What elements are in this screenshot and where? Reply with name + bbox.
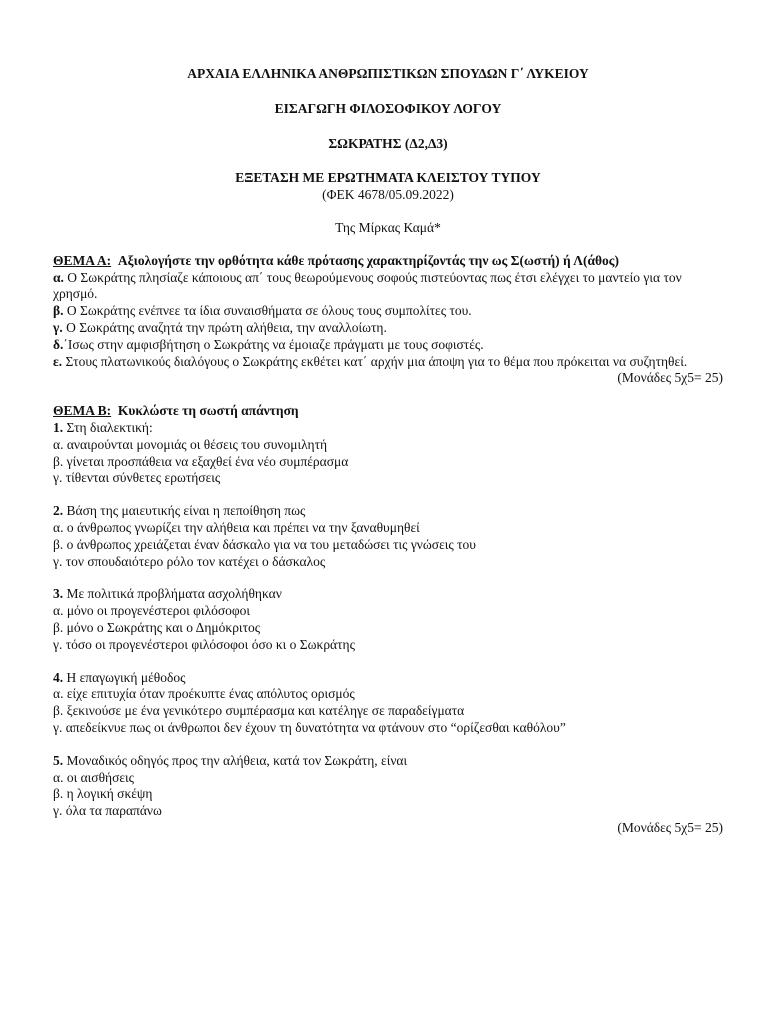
question-number: 1.: [53, 419, 64, 435]
question-number: 5.: [53, 752, 64, 768]
thema-a-heading: [53, 253, 723, 270]
question-text: Μοναδικός οδηγός προς την αλήθεια, κατά τον Σωκράτη, είναι: [63, 752, 408, 768]
answer-option[interactable]: α. μόνο οι προγενέστεροι φιλόσοφοι: [53, 603, 251, 619]
answer-option[interactable]: β. ξεκινούσε με ένα γενικότερο συμπέρασμα και κατέληγε σε παραδείγματα: [53, 703, 465, 719]
item-text: Ο Σωκράτης ενέπνεε τα ίδια συναισθήματα σε όλους τους συμπολίτες του.: [63, 303, 472, 319]
document-content: [53, 66, 723, 837]
thema-b-label: ΘΕΜΑ Β:: [53, 403, 112, 419]
answer-option[interactable]: α. οι αισθήσεις: [53, 769, 135, 785]
item-letter: γ.: [53, 319, 63, 335]
thema-a-item: [53, 354, 723, 371]
answer-option[interactable]: γ. τον σπουδαιότερο ρόλο τον κατέχει ο δάσκαλος: [53, 553, 326, 569]
question-block: [53, 670, 723, 737]
exam-unit-title: ΣΩΚΡΑΤΗΣ (Δ2,Δ3): [328, 135, 448, 151]
question-block: [53, 586, 723, 653]
question-text: Στη διαλεκτική:: [63, 419, 153, 435]
question-block: [53, 420, 723, 487]
item-text: Ο Σωκράτης πλησίαζε κάποιους απ΄ τους θεωρούμενους σοφούς πιστεύοντας πως έτσι ελέγχει το μαντείο για τον χρησμό.: [53, 269, 682, 302]
item-letter: β.: [53, 303, 64, 319]
question-number: 4.: [53, 669, 64, 685]
item-letter: δ.: [53, 336, 64, 352]
answer-option[interactable]: γ. τόσο οι προγενέστεροι φιλόσοφοι όσο κι ο Σωκράτης: [53, 636, 355, 652]
exam-gazette-reference: (ΦΕΚ 4678/05.09.2022): [322, 187, 454, 203]
item-text: Στους πλατωνικούς διαλόγους ο Σωκράτης εκθέτει κατ΄ αρχήν μια άποψη για το θέμα που πρόκειται να συζητηθεί.: [62, 353, 688, 369]
exam-author: Της Μίρκας Καμά*: [335, 219, 441, 235]
answer-option[interactable]: β. η λογική σκέψη: [53, 786, 153, 802]
answer-option[interactable]: α. είχε επιτυχία όταν προέκυπτε ένας απόλυτος ορισμός: [53, 686, 355, 702]
question-text: Η επαγωγική μέθοδος: [63, 669, 186, 685]
item-letter: ε.: [53, 353, 63, 369]
thema-a-item: [53, 270, 723, 304]
thema-a-instruction: Αξιολογήστε την ορθότητα κάθε πρότασης χαρακτηρίζοντάς την ως Σ(ωστή) ή Λ(άθος): [117, 252, 619, 268]
question-stem: [53, 586, 723, 603]
thema-a-label: ΘΕΜΑ Α:: [53, 252, 112, 268]
question-text: Βάση της μαιευτικής είναι η πεποίθηση πως: [63, 503, 306, 519]
question-stem: [53, 753, 723, 770]
thema-a-item: [53, 320, 723, 337]
answer-option[interactable]: β. ο άνθρωπος χρειάζεται έναν δάσκαλο για να του μεταδώσει τις γνώσεις του: [53, 536, 476, 552]
item-text: ΄Ισως στην αμφισβήτηση ο Σωκράτης να έμοιαζε πράγματι με τους σοφιστές.: [63, 336, 484, 352]
answer-option[interactable]: γ. όλα τα παραπάνω: [53, 803, 162, 819]
item-text: Ο Σωκράτης αναζητά την πρώτη αλήθεια, την αναλλοίωτη.: [62, 319, 387, 335]
answer-option[interactable]: β. μόνο ο Σωκράτης και ο Δημόκριτος: [53, 619, 261, 635]
exam-course-title: ΕΙΣΑΓΩΓΗ ΦΙΛΟΣΟΦΙΚΟΥ ΛΟΓΟΥ: [274, 100, 502, 116]
question-text: Με πολιτικά προβλήματα ασχολήθηκαν: [63, 586, 282, 602]
question-stem: [53, 503, 723, 520]
answer-option[interactable]: γ. απεδείκνυε πως οι άνθρωποι δεν έχουν τη δυνατότητα να φτάνουν στο “ορίζεσθαι καθόλου”: [53, 719, 566, 735]
thema-b-heading: [53, 403, 723, 420]
thema-b-instruction: Κυκλώστε τη σωστή απάντηση: [117, 403, 299, 419]
question-block: [53, 753, 723, 820]
thema-a-item: [53, 303, 723, 320]
question-number: 3.: [53, 586, 64, 602]
thema-a-score: (Μονάδες 5χ5= 25): [617, 370, 723, 386]
question-number: 2.: [53, 503, 64, 519]
item-letter: α.: [53, 269, 64, 285]
question-block: [53, 503, 723, 570]
question-stem: [53, 420, 723, 437]
thema-a-item: [53, 337, 723, 354]
thema-b-score: (Μονάδες 5χ5= 25): [617, 819, 723, 835]
answer-option[interactable]: β. γίνεται προσπάθεια να εξαχθεί ένα νέο συμπέρασμα: [53, 453, 349, 469]
answer-option[interactable]: γ. τίθενται σύνθετες ερωτήσεις: [53, 470, 221, 486]
exam-type-title: ΕΞΕΤΑΣΗ ΜΕ ΕΡΩΤΗΜΑΤΑ ΚΛΕΙΣΤΟΥ ΤΥΠΟΥ: [235, 170, 541, 186]
answer-option[interactable]: α. αναιρούνται μονομιάς οι θέσεις του συνομιλητή: [53, 436, 328, 452]
exam-subject-title: ΑΡΧΑΙΑ ΕΛΛΗΝΙΚΑ ΑΝΘΡΩΠΙΣΤΙΚΩΝ ΣΠΟΥΔΩΝ Γ΄ ΛΥΚΕΙΟΥ: [187, 66, 589, 81]
question-stem: [53, 670, 723, 687]
answer-option[interactable]: α. ο άνθρωπος γνωρίζει την αλήθεια και πρέπει να την ξαναθυμηθεί: [53, 519, 420, 535]
